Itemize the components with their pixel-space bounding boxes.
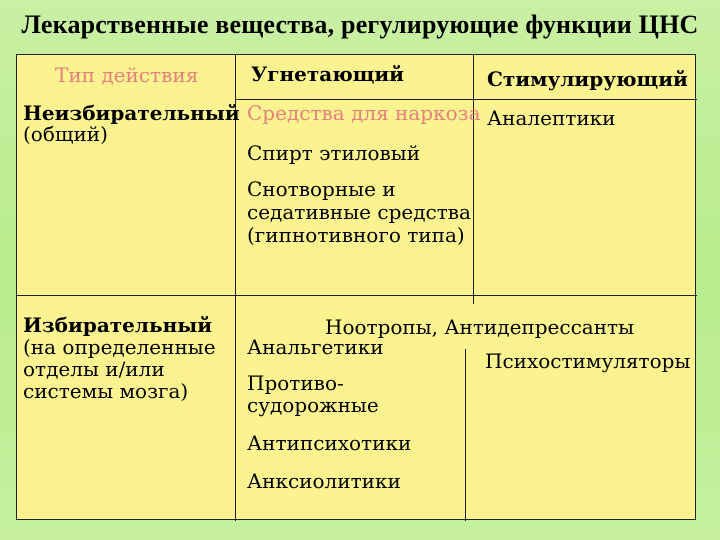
row1-type-line2: (общий) — [23, 122, 108, 146]
header-type: Тип действия — [55, 63, 199, 87]
header-stimulant: Стимулирующий — [487, 67, 688, 91]
slide-title: Лекарственные вещества, регулирующие функции ЦНС — [21, 10, 699, 39]
row1-depressant-item: Снотворные и — [247, 177, 396, 201]
row2-depressant-item: Анальгетики — [247, 335, 384, 359]
row2-type-line: Избирательный — [23, 313, 213, 337]
row2-type-line: системы мозга) — [23, 379, 189, 403]
row1-stimulant-item: Аналептики — [487, 106, 616, 130]
row1-depressant-item: Средства для наркоза — [247, 101, 481, 125]
row2-shared-item: Ноотропы, Антидепрессанты — [325, 315, 635, 339]
row1-type-line1: Неизбирательный — [23, 101, 240, 125]
row1-depressant-item: седативные средства — [247, 200, 471, 224]
row2-depressant-item: Анксиолитики — [247, 469, 401, 493]
row2-depressant-item: Противо- — [247, 371, 344, 395]
row1-depressant-item: (гипнотивного типа) — [247, 223, 465, 247]
row2-depressant-item: судорожные — [247, 393, 379, 417]
drug-classification-table — [16, 54, 696, 520]
header-separator — [235, 99, 697, 100]
header-depressant: Угнетающий — [251, 62, 405, 86]
column-divider-2-upper — [473, 55, 474, 304]
row2-type-line: (на определенные — [23, 335, 216, 359]
row-separator — [17, 295, 697, 296]
row2-depressant-item: Антипсихотики — [247, 431, 412, 455]
row2-stimulant-item: Психостимуляторы — [485, 349, 691, 373]
column-divider-2-lower — [465, 349, 466, 521]
row2-type-line: отделы и/или — [23, 357, 165, 381]
row1-depressant-item: Спирт этиловый — [247, 141, 421, 165]
